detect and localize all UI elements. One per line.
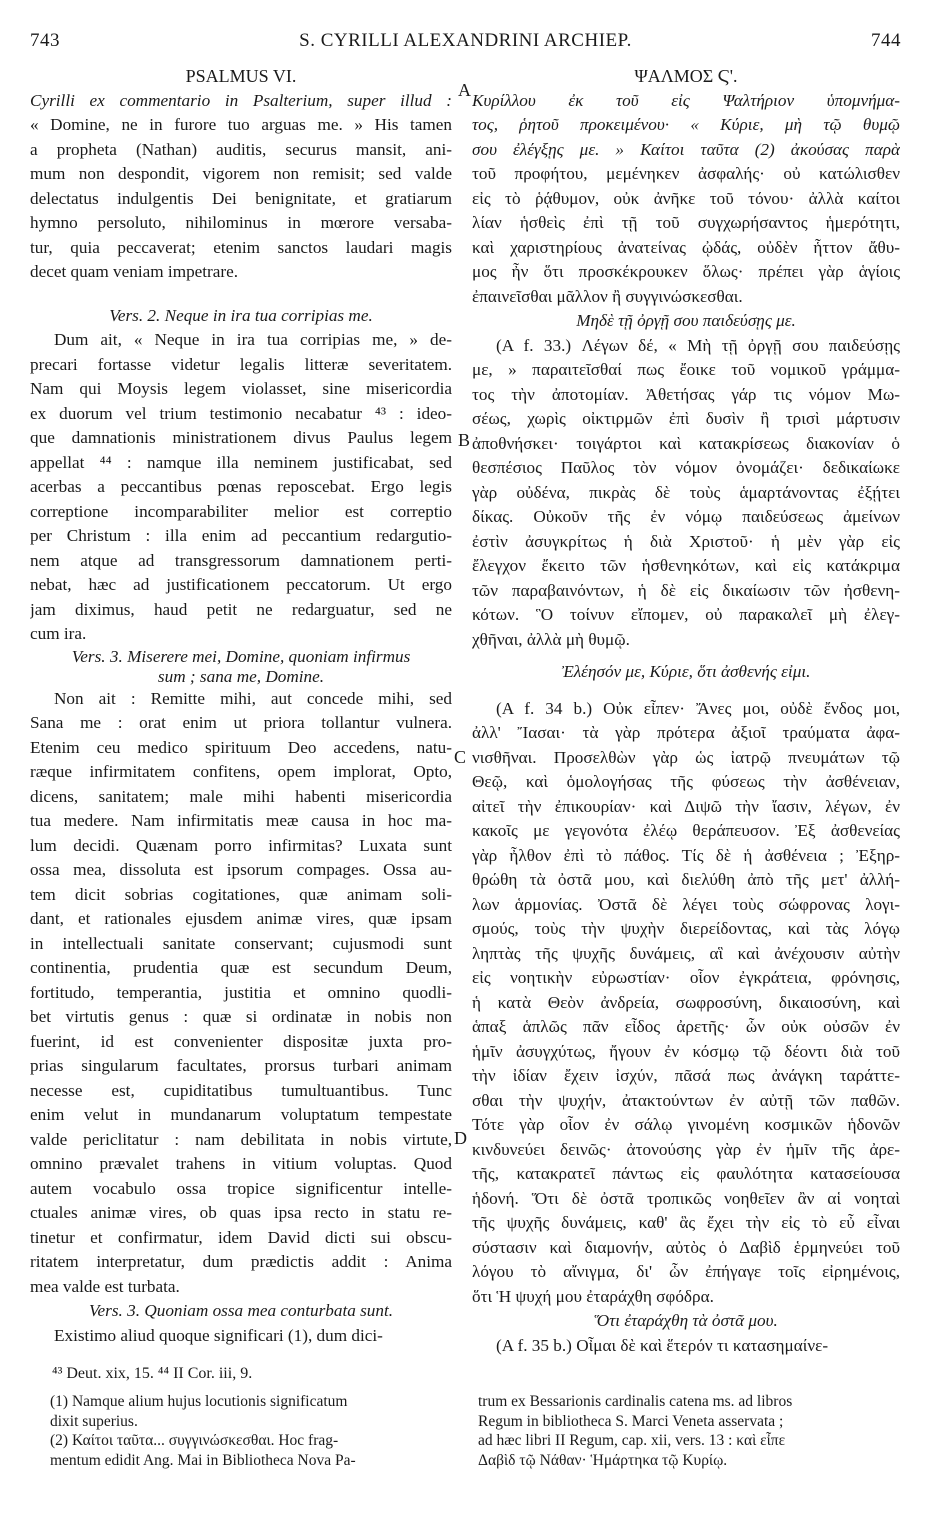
text-line: (A f. 34 b.) Οὐκ εἶπεν· Ἄνες μοι, οὐδὲ ἔνδος μοι,: [496, 698, 900, 718]
text-line: σύστασιν καὶ διαμονήν, αὐτὸς ὁ Δαβὶδ ἑρμηνεύει τοῦ: [472, 1237, 900, 1257]
text-line: tur, quia peccaverat; etenim sanctos laudari magis: [30, 237, 452, 257]
text-line: valde periclitatur : nam debilitata in nobis virtute,: [30, 1129, 452, 1149]
text-line: nebat, hæc ad justificationem peccatorum. Ut ergo: [30, 575, 452, 594]
footnote-line: trum ex Bessarionis cardinalis catena ms. ad libros: [478, 1393, 793, 1410]
text-line: τος, ῥητοῦ προκειμένου· « Κύριε, μὴ τῷ θυμῷ: [472, 115, 900, 134]
text-line: Sana me : orat enim ut priora tollantur vulnera.: [30, 713, 452, 732]
text-line: ἐστὶν ἀσυγκρίτως ἡ διὰ Χριστοῦ· ἡ μὲν γὰρ εἰς: [472, 531, 900, 551]
text-line: bet virtutis genus : quæ si ordinatæ in nobis non: [30, 1007, 452, 1026]
footnote-line: ad hæc libri II Regum, cap. xii, vers. 13 : καὶ εἶπε: [478, 1432, 786, 1449]
text-line: λόγου τὸ αἴνιγμα, δι' ὧν ἐπήγαγε τοῖς εἰρημένοις,: [472, 1262, 900, 1281]
footnote-line: mentum edidit Ang. Mai in Bibliotheca Nova Pa-: [50, 1451, 356, 1469]
footnote-line: (2) Καίτοι ταῦτα... συγγινώσκεσθαι. Hoc frag-: [50, 1432, 339, 1449]
text-line: que damnationis ministrationem divus Paulus legem: [30, 428, 452, 447]
text-line: per Christum : illa enim ad peccantium redargutio-: [30, 526, 452, 545]
latin-block-4: [30, 1324, 452, 1349]
text-line: θεσπέσιος Παῦλος τὸν νόμον ὀνομάζει· δεδικαίωκε: [472, 458, 900, 477]
text-line: σθαι τὴν ψυχήν, ἀτακτούντων ἐν αὐτῇ τῶν παθῶν.: [472, 1090, 900, 1110]
margin-letter-c: C: [454, 747, 467, 767]
text-line: εἰς τὸ ῥᾴθυμον, οὐκ ἀνῆκε τοῦ τόνου· ἀλλὰ καίτοι: [472, 188, 900, 208]
text-line: mea valde est turbata.: [30, 1276, 180, 1296]
text-line: tem dicit sobrias cogitationes, quæ animam soli-: [30, 884, 452, 904]
text-line: Θεῷ, καὶ ὁμολογήσας τῆς φύσεως τὴν ἀσθένειαν,: [472, 772, 900, 791]
text-line: λίαν ἡσθεὶς ἐπὶ τῇ τοῦ συγχωρήσαντος ἡμερότητι,: [472, 213, 900, 232]
latin-block-2: [30, 328, 452, 647]
text-line: ritatem interpretatur, dum prædictis addit : Anima: [30, 1252, 452, 1271]
text-line: σου ἐλέγξῃς με. » Καίτοι ταῦτα (2) ἀκούσας παρὰ: [472, 139, 900, 159]
text-line: ἐπαινεῖσθαι μᾶλλον ἢ συγγινώσκεσθαι.: [472, 286, 743, 306]
footnote-line: (1) Namque alium hujus locutionis significatum: [50, 1393, 348, 1410]
text-line: prias singularum facultates, prorsus turbari animam: [30, 1056, 452, 1075]
margin-letter-b: B: [458, 430, 471, 450]
text-line: ἀλλ' Ἴασαι· τὰ γὰρ πρότερα ἀξιοῖ τραύματα ἀφα-: [472, 723, 900, 742]
text-line: acerbas a peccantibus pœnas reposcebat. Ergo legis: [30, 477, 452, 496]
text-line: ἔλεγχον ἔκειτο τῶν ἡσθενηκότων, καὶ εἰς κατάκριμα: [472, 556, 900, 575]
text-line: necesse est, cupiditatibus tumultuantibus. Tunc: [30, 1080, 452, 1100]
page-title: S. CYRILLI ALEXANDRINI ARCHIEP.: [299, 30, 632, 51]
text-line: τὴν ἰδίαν ἔχειν ἰσχύν, πᾶσά πως ἀνάγκη ταράττε-: [472, 1066, 900, 1085]
text-line: τῶν παραβαινόντων, ἡ δὲ εἰς δικαίωσιν τῶν ἠσθενη-: [472, 580, 900, 600]
text-line: (A f. 35 b.) Οἶμαι δὲ καὶ ἕτερόν τι κατασημαίνε-: [496, 1335, 829, 1355]
text-line: in intellectuali sanitate conservant; cujusmodi sunt: [30, 933, 452, 953]
text-line: fortitudo, temperantia, justitia et omnino quodli-: [30, 982, 452, 1002]
text-line: enim velut in mundanarum voluptatum tempestate: [30, 1105, 452, 1124]
latin-verse-3-heading-line1: Vers. 3. Miserere mei, Domine, quoniam infirmus: [71, 646, 411, 666]
text-line: tinetur et confirmatur, idem David dicti sui obscu-: [30, 1227, 452, 1247]
page-number-left: 743: [30, 30, 60, 51]
greek-verse-3-heading: Ἐλέησόν με, Κύριε, ὅτι ἀσθενής εἰμι.: [561, 662, 811, 681]
running-head: [30, 30, 901, 56]
text-line: Κυρίλλου ἐκ τοῦ εἰς Ψαλτήριον ὑπομνήμα-: [472, 90, 900, 110]
text-line: autem vocabulo ossa tropice significentur intelle-: [30, 1178, 452, 1198]
greek-column: [472, 64, 900, 1358]
text-line: precari fortasse videtur legalis litteræ severitatem.: [30, 354, 452, 374]
text-line: (A f. 33.) Λέγων δέ, « Μὴ τῇ ὀργῇ σου παιδεύσῃς: [496, 335, 900, 355]
text-line: omnino prævalet trahens in vitium voluptas. Quod: [30, 1154, 452, 1173]
text-line: ἡ κατὰ Θεὸν ἀνδρεία, σωφροσύνη, δικαιοσύνη, καὶ: [472, 992, 900, 1012]
text-line: νισθῆναι. Προσελθὼν γὰρ ὡς ἰατρῷ πνευμάτων τῷ: [472, 747, 900, 767]
text-line: τῆς ψυχῆς δυνάμεις, καθ' ἃς ἔχει τὴν εἰς τὸ εὖ εἶναι: [472, 1213, 900, 1232]
text-line: delectatus indulgentis Dei benignitate, et gratiarum: [30, 188, 452, 208]
text-line: αἰτεῖ τὴν ἐπικουρίαν· καὶ Διψῶ τὴν ἴασιν, λέγων, ἐν: [472, 796, 900, 816]
text-line: ἁπαξ ἁπλῶς πᾶν εἶδος ἀρετῆς· ὧν οὐκ οὐσῶν ἐν: [472, 1017, 900, 1036]
text-line: Cyrilli ex commentario in Psalterium, super illud :: [30, 90, 452, 110]
text-line: θρώθη τὰ ὀστᾶ μου, καὶ διελύθη ἀπὸ τῆς μετ' ἀλλή-: [472, 870, 900, 889]
text-line: Non ait : Remitte mihi, aut concede mihi, sed: [54, 688, 452, 708]
footnote-line: dixit superius.: [50, 1412, 138, 1430]
latin-psalm-heading: PSALMUS VI.: [185, 66, 297, 86]
text-line: decet quam veniam impetrare.: [30, 262, 239, 281]
text-line: κακοῖς με γεγονότα ἐλέῳ θεράπευσον. Ἐξ ἀσθενείας: [472, 821, 900, 840]
latin-verse-2-heading: Vers. 2. Neque in ira tua corripias me.: [109, 305, 373, 325]
latin-column: [30, 64, 452, 1387]
text-line: ἡμῖν ἀσυγχύτως, ἤγουν ἐν κόσμῳ τῷ δέοντι διὰ τοῦ: [472, 1041, 900, 1061]
text-line: δίκας. Οὐκοῦν τῆς ἐν νόμῳ παιδεύσεως ἀμείνων: [472, 507, 900, 526]
text-line: ctuales animæ vires, ob quas ipsa recto in statu re-: [30, 1203, 452, 1222]
footnote-line: Regum in bibliotheca S. Marci Veneta asservata ;: [478, 1412, 784, 1430]
text-line: ræque infirmitatem confitens, opem implorat, Opto,: [30, 762, 452, 781]
text-line: με, » παραιτεῖσθαί πως ἔοικε τοῦ νομικοῦ γράμμα-: [472, 360, 900, 379]
greek-psalm-heading: ΨΑΛΜΟΣ Ϛ'.: [634, 66, 738, 86]
text-line: mum non despondit, vigorem non remisit; sed valde: [30, 164, 452, 183]
text-line: jam diximus, haud petit ne redarguatur, sed ne: [30, 599, 452, 619]
greek-block-1: [472, 89, 900, 310]
text-line: τος τὴν ἀποτομίαν. Ἀθετήσας γάρ τις νόμον Μω-: [472, 384, 900, 404]
text-line: continentia, prudentia quæ est secundum Deum,: [30, 958, 452, 977]
greek-block-3: [472, 697, 900, 1310]
footnotes-left: [50, 1392, 450, 1470]
text-line: σμούς, τοὺς τὴν ψυχὴν διερείδοντας, καὶ τὰς λόγῳ: [472, 919, 900, 938]
text-line: Τότε γὰρ οἷον ἐν σάλῳ γινομένη κοσμικῶν ἡδονῶν: [472, 1115, 900, 1134]
latin-block-3: [30, 687, 452, 1300]
text-line: χθῆναι, ἀλλὰ μὴ θυμῷ.: [472, 629, 630, 649]
text-line: μος ἦν ὅτι προσκέκρουκεν ὅλως· πρέπει γὰρ ἁγίοις: [472, 262, 900, 281]
text-line: lum decidi. Quænam porro infirmitas? Luxata sunt: [30, 835, 452, 855]
text-line: καὶ χαριστηρίους ἀνατείνας ᾠδάς, οὐδὲν ἧττον ἄθυ-: [472, 237, 900, 257]
text-line: ληπτὰς τῆς ψυχῆς δυνάμεις, αἳ καὶ ἀνέχουσιν αὐτὴν: [472, 943, 900, 963]
greek-verse-3b-heading: Ὅτι ἐταράχθη τὰ ὀστᾶ μου.: [594, 1311, 778, 1330]
latin-verse-3b-heading: Vers. 3. Quoniam ossa mea conturbata sunt.: [88, 1301, 394, 1320]
text-line: ὅτι Ἡ ψυχή μου ἐταράχθη σφόδρα.: [472, 1286, 714, 1306]
footnote-line: Δαβὶδ τῷ Νάθαν· Ἡμάρτηκα τῷ Κυρίῳ.: [478, 1451, 728, 1469]
text-line: κότων. Ὃ τοίνυν εἴπομεν, οὐ παρακαλεῖ μὴ ἐλεγ-: [472, 605, 900, 624]
text-line: γὰρ ἦλθον ἐπὶ τὸ πάθος. Τίς δὲ ἡ ἀσθένεια ; Ἐξηρ-: [472, 845, 900, 865]
text-line: εἰς νοητικὴν εὐρωστίαν· οἷον ἐγκράτεια, φρόνησις,: [472, 968, 900, 987]
greek-block-2: [472, 334, 900, 653]
text-line: a propheta (Nathan) auditis, securus mansit, ani-: [30, 139, 452, 159]
text-line: dicens, sanitatem; male mihi habenti misericordia: [30, 786, 452, 806]
text-line: appellat ⁴⁴ : namque illa neminem justificabat, sed: [30, 452, 452, 472]
text-line: τοῦ προφήτου, μεμένηκεν ἀσφαλής· οὐ κατώλισθεν: [472, 164, 900, 183]
text-line: Etenim ceu medico spirituum Deo accedens, natu-: [30, 737, 452, 757]
text-line: dant, et rationales ejusdem animæ vires, quæ ipsam: [30, 909, 452, 928]
page-number-right: 744: [871, 30, 901, 51]
text-line: κινδυνεύει δεινῶς· ἀτονούσης γὰρ ἐν ἡμῖν τῆς ἀρε-: [472, 1139, 900, 1159]
margin-letter-a: A: [458, 80, 471, 100]
text-line: ex duorum vel trium testimonio necabatur ⁴³ : ideo-: [30, 403, 452, 423]
text-line: nem atque ad transgressorum damnationem perti-: [30, 550, 452, 570]
text-line: tua medere. Nam infirmitatis meæ causa in hoc ma-: [30, 811, 452, 830]
latin-scripture-refs: ⁴³ Deut. xix, 15. ⁴⁴ II Cor. iii, 9.: [52, 1365, 253, 1382]
text-line: γὰρ οὐδένα, πικρὰς δὲ τοὺς ἁμαρτάνοντας ἐξῄτει: [472, 482, 900, 502]
text-line: ἀποθνήσκει· τοιγάρτοι καὶ κατακρίσεως διακονίαν ὁ: [472, 433, 900, 453]
text-line: ossa mea, dissoluta est ipsorum compages. Ossa au-: [30, 860, 452, 879]
text-line: τῆς, κατακρατεῖ πάντως εἰς φαυλότητα κατασείουσα: [472, 1164, 900, 1183]
text-line: Existimo aliud quoque significari (1), dum dici-: [54, 1325, 383, 1345]
text-line: ἡδονή. Ὅτι δὲ ὀστᾶ τροπικῶς νοηθεῖεν ἂν αἱ νοηταὶ: [472, 1188, 900, 1208]
text-line: « Domine, ne in furore tuo arguas me. » His tamen: [30, 115, 452, 134]
text-line: cum ira.: [30, 624, 87, 643]
latin-verse-3-heading-line2: sum ; sana me, Domine.: [157, 666, 325, 686]
greek-block-4: [472, 1334, 900, 1359]
latin-block-1: [30, 89, 452, 285]
text-line: hymno persoluto, nihilominus in mœrore versaba-: [30, 213, 452, 232]
text-line: λων ἁρμονίας. Ὀστᾶ δὲ λέγει τοὺς σώφρονας λογι-: [472, 894, 900, 914]
text-line: σέως, χωρὶς οἰκτιρμῶν ἐπὶ δυσὶν ἢ τρισὶ μάρτυσιν: [472, 409, 900, 428]
text-line: Nam qui Moysis legem violasset, sine misericordia: [30, 379, 452, 398]
text-line: Dum ait, « Neque in ira tua corripias me, » de-: [54, 330, 452, 349]
text-line: fuerint, id est convenienter dispositæ juxta pro-: [30, 1031, 452, 1051]
margin-letter-d: D: [454, 1128, 467, 1148]
footnotes-right: [478, 1392, 898, 1470]
greek-verse-2-heading: Μηδὲ τῇ ὀργῇ σου παιδεύσῃς με.: [576, 311, 796, 330]
text-line: correptione incomparabiliter melior est correptio: [30, 501, 452, 521]
